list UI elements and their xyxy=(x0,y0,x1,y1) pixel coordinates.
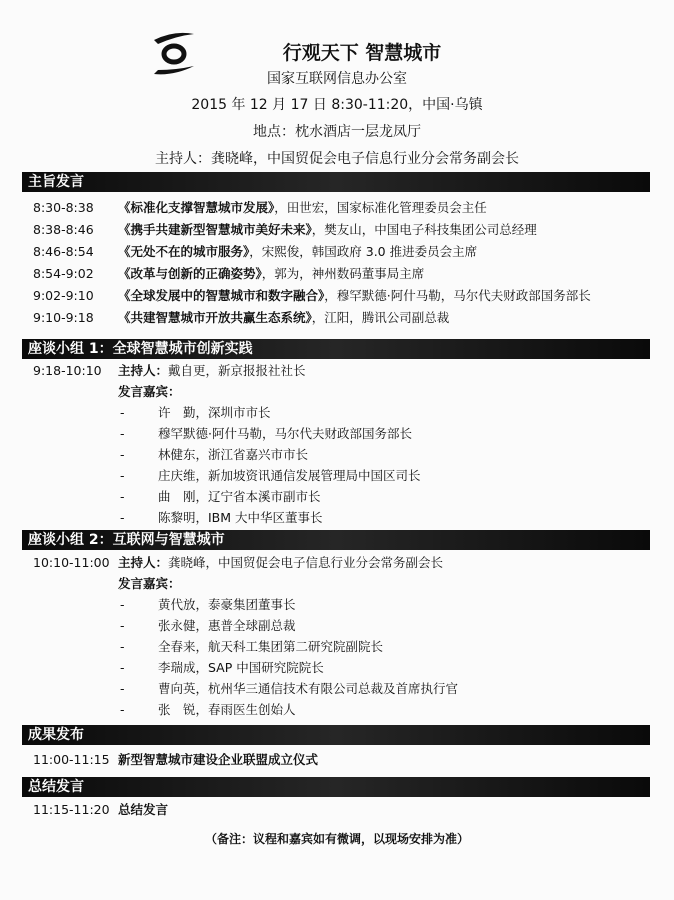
speaker: ，郭为，神州数码董事局主席 xyxy=(261,266,425,281)
guest-item xyxy=(120,616,296,636)
section-results: 成果发布 xyxy=(22,725,650,745)
note: （备注：议程和嘉宾如有微调，以现场安排为准） xyxy=(204,832,469,846)
speaker: ，江阳，腾讯公司副总裁 xyxy=(311,310,450,325)
guest-item xyxy=(120,658,324,678)
dash: - xyxy=(120,405,125,420)
talk-title: 《改革与创新的正确姿势》 xyxy=(118,266,262,281)
guest: 许 勤，深圳市市长 xyxy=(158,405,271,420)
time: 9:02-9:10 xyxy=(33,288,94,303)
host: 主持人：龚晓峰，中国贸促会电子信息行业分会常务副会长 xyxy=(155,151,519,167)
talk xyxy=(118,308,449,328)
guest: 庄庆维，新加坡资讯通信发展管理局中国区司长 xyxy=(158,468,421,483)
guest: 黄代放，泰豪集团董事长 xyxy=(158,597,296,612)
talk-title: 《携手共建新型智慧城市美好未来》 xyxy=(118,222,312,237)
guest-item xyxy=(120,403,271,423)
guest: 穆罕默德·阿什马勒，马尔代夫财政部国务部长 xyxy=(158,426,412,441)
dash: - xyxy=(120,660,125,675)
talk-title: 《共建智慧城市开放共赢生态系统》 xyxy=(118,310,312,325)
panel-host-row xyxy=(0,361,674,381)
talk xyxy=(118,198,487,218)
talk-title: 《全球发展中的智慧城市和数字融合》 xyxy=(118,288,325,303)
guest-item xyxy=(120,424,412,444)
speaker: ，穆罕默德·阿什马勒，马尔代夫财政部国务部长 xyxy=(324,288,591,303)
time: 8:30-8:38 xyxy=(33,200,94,215)
keynote-row xyxy=(0,308,674,328)
talk xyxy=(118,220,537,240)
dash: - xyxy=(120,489,125,504)
dash: - xyxy=(120,702,125,717)
time: 9:10-9:18 xyxy=(33,310,94,325)
time: 10:10-11:00 xyxy=(33,555,110,570)
section-panel-1: 座谈小组 1：全球智慧城市创新实践 xyxy=(22,339,650,359)
guest: 李瑞成，SAP 中国研究院院长 xyxy=(158,660,324,675)
guest-item xyxy=(120,445,308,465)
dash: - xyxy=(120,510,125,525)
guest: 全春来，航天科工集团第二研究院副院长 xyxy=(158,639,384,654)
dash: - xyxy=(120,426,125,441)
guest-item xyxy=(120,637,383,657)
section-summary: 总结发言 xyxy=(22,777,650,797)
keynote-row xyxy=(0,264,674,284)
item-title: 总结发言 xyxy=(118,802,169,817)
guest-item xyxy=(120,466,421,486)
organizer: 国家互联网信息办公室 xyxy=(267,71,407,87)
location: 地点：枕水酒店一层龙凤厅 xyxy=(253,124,421,140)
host-name: 戴自更，新京报报社社长 xyxy=(168,363,306,378)
guest: 林健东，浙江省嘉兴市市长 xyxy=(158,447,309,462)
date: 2015 年 12 月 17 日 8:30-11:20，中国·乌镇 xyxy=(191,97,483,113)
dash: - xyxy=(120,447,125,462)
speaker: ，田世宏，国家标准化管理委员会主任 xyxy=(274,200,487,215)
time: 8:38-8:46 xyxy=(33,222,94,237)
keynote-row xyxy=(0,198,674,218)
guest-item xyxy=(120,487,321,507)
time: 8:46-8:54 xyxy=(33,244,94,259)
section-panel-2: 座谈小组 2：互联网与智慧城市 xyxy=(22,530,650,550)
guest-item xyxy=(120,679,458,699)
guest: 陈黎明，IBM 大中华区董事长 xyxy=(158,510,323,525)
guest-item xyxy=(120,700,296,720)
item-title: 新型智慧城市建设企业联盟成立仪式 xyxy=(118,752,319,767)
host-label: 主持人： xyxy=(118,363,169,378)
time: 11:15-11:20 xyxy=(33,802,110,817)
page-title: 行观天下 智慧城市 xyxy=(282,42,442,64)
keynote-row xyxy=(0,242,674,262)
speaker: ，宋熙俊，韩国政府 3.0 推进委员会主席 xyxy=(249,244,478,259)
time: 8:54-9:02 xyxy=(33,266,94,281)
dash: - xyxy=(120,468,125,483)
guest: 曹向英，杭州华三通信技术有限公司总裁及首席执行官 xyxy=(158,681,459,696)
talk xyxy=(118,242,477,262)
talk xyxy=(118,286,591,306)
time: 9:18-10:10 xyxy=(33,363,102,378)
host xyxy=(118,361,306,381)
guest: 张 锐，春雨医生创始人 xyxy=(158,702,296,717)
guests-label: 发言嘉宾： xyxy=(118,384,181,399)
panel-host-row xyxy=(0,553,674,573)
keynote-row xyxy=(0,286,674,306)
guest: 张永健，惠普全球副总裁 xyxy=(158,618,296,633)
host-name: 龚晓峰，中国贸促会电子信息行业分会常务副会长 xyxy=(168,555,444,570)
guests-label: 发言嘉宾： xyxy=(118,576,181,591)
dash: - xyxy=(120,681,125,696)
speaker: ，樊友山，中国电子科技集团公司总经理 xyxy=(311,222,537,237)
section-keynote: 主旨发言 xyxy=(22,172,650,192)
host xyxy=(118,553,443,573)
host-label: 主持人： xyxy=(118,555,169,570)
guest: 曲 刚，辽宁省本溪市副市长 xyxy=(158,489,321,504)
talk-title: 《无处不在的城市服务》 xyxy=(118,244,250,259)
keynote-row xyxy=(0,220,674,240)
dash: - xyxy=(120,618,125,633)
talk-title: 《标准化支撑智慧城市发展》 xyxy=(118,200,275,215)
dash: - xyxy=(120,639,125,654)
dash: - xyxy=(120,597,125,612)
results-row xyxy=(0,750,674,770)
time: 11:00-11:15 xyxy=(33,752,110,767)
guest-item xyxy=(120,508,323,528)
summary-row xyxy=(0,800,674,820)
guest-item xyxy=(120,595,296,615)
talk xyxy=(118,264,424,284)
